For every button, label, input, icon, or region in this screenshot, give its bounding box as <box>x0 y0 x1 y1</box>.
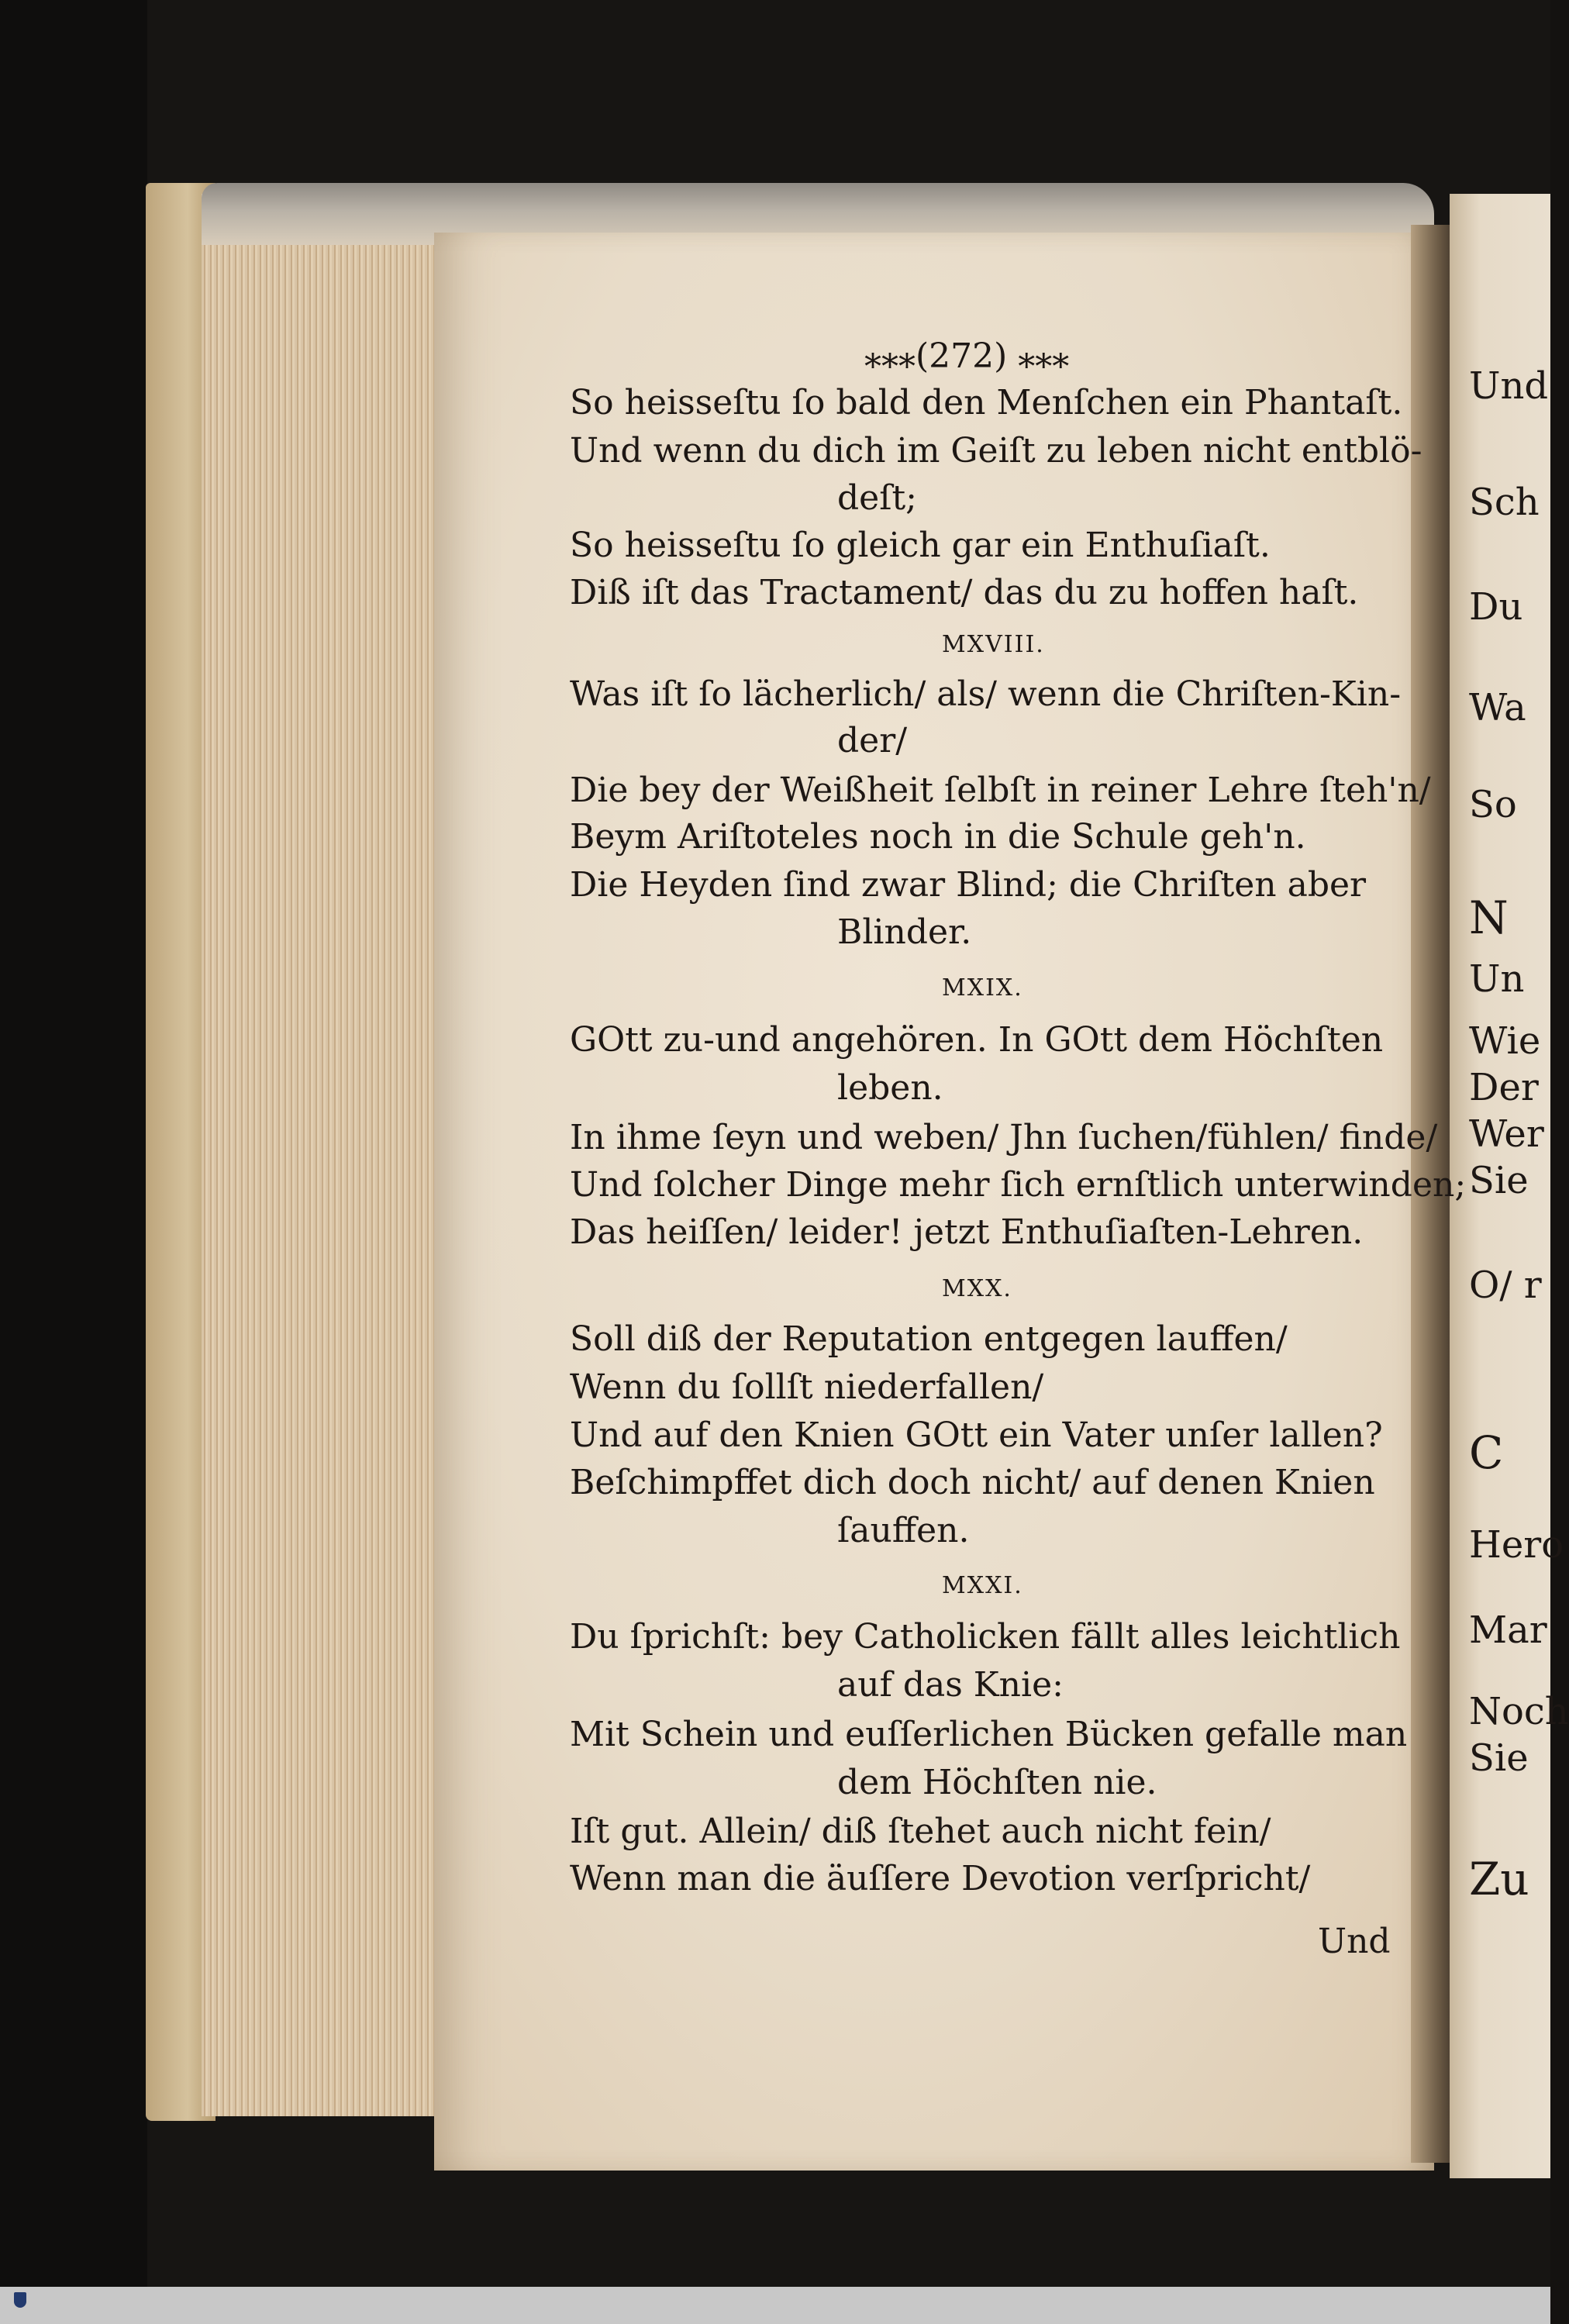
text-line: ſauffen. <box>837 1511 970 1550</box>
text-line: deſt; <box>837 478 917 518</box>
text-line: Was iſt ſo lächerlich/ als/ wenn die Chriſten-Kin- <box>570 674 1402 714</box>
page-block-edge <box>202 194 442 2116</box>
text-line: So heisseſtu ſo bald den Menſchen ein Phantaſt. <box>570 383 1403 422</box>
text-fragment: Un <box>1469 957 1525 1001</box>
text-line: der/ <box>837 721 908 760</box>
text-fragment: So <box>1469 783 1517 826</box>
text-line: Soll diß der Reputation entgegen lauffen/ <box>570 1319 1288 1359</box>
page-header: ⁎⁎⁎(272) ⁎⁎⁎ <box>864 336 1070 376</box>
text-fragment: Sch <box>1469 481 1540 524</box>
library-logo-icon <box>5 2291 36 2320</box>
text-fragment: Und <box>1469 364 1549 408</box>
text-fragment: Wie <box>1469 1019 1541 1063</box>
text-line: leben. <box>837 1068 943 1108</box>
section-number: MXXI. <box>942 1572 1023 1599</box>
text-fragment: Sie <box>1469 1736 1529 1780</box>
text-fragment: N <box>1469 891 1509 944</box>
text-line: Beym Ariſtoteles noch in die Schule geh'n. <box>570 817 1306 857</box>
text-fragment: Der <box>1469 1066 1539 1109</box>
section-number: MXX. <box>942 1275 1012 1302</box>
text-line: Beſchimpffet dich doch nicht/ auf denen Knien <box>570 1463 1375 1502</box>
text-fragment: Hero <box>1469 1523 1564 1567</box>
text-line: Und ſolcher Dinge mehr ſich ernſtlich unterwinden; <box>570 1165 1467 1205</box>
text-line: dem Höchſten nie. <box>837 1763 1157 1802</box>
text-line: Wenn man die äuſſere Devotion verſpricht/ <box>570 1859 1311 1898</box>
text-fragment: Noch <box>1469 1690 1569 1733</box>
text-fragment: O/ r <box>1469 1264 1542 1307</box>
background-left <box>0 0 147 2287</box>
text-fragment: Mar <box>1469 1609 1547 1652</box>
text-line: Du ſprichſt: bey Catholicken fällt alles leichtlich <box>570 1617 1401 1657</box>
text-line: Und auf den Knien GOtt ein Vater unſer lallen? <box>570 1415 1383 1455</box>
text-line: auf das Knie: <box>837 1665 1064 1705</box>
text-fragment: Sie <box>1469 1159 1529 1202</box>
viewer-footer-bar <box>0 2287 1550 2324</box>
text-line: Die bey der Weißheit ſelbſt in reiner Lehre ſteh'n/ <box>570 771 1431 810</box>
text-line: So heisseſtu ſo gleich gar ein Enthuſiaſt. <box>570 526 1271 565</box>
catchword: Und <box>1318 1922 1391 1961</box>
text-fragment: Wa <box>1469 686 1526 729</box>
text-line: Iſt gut. Allein/ diß ſtehet auch nicht fein/ <box>570 1812 1271 1851</box>
section-number: MXVIII. <box>942 631 1045 658</box>
text-fragment: Zu <box>1469 1853 1529 1905</box>
text-fragment: Du <box>1469 585 1523 629</box>
text-line: Blinder. <box>837 912 972 952</box>
text-line: Die Heyden ſind zwar Blind; die Chriſten aber <box>570 865 1367 905</box>
text-line: In ihme ſeyn und weben/ Jhn ſuchen/fühlen/ finde/ <box>570 1118 1438 1157</box>
text-line: Wenn du ſollſt niederfallen/ <box>570 1367 1044 1407</box>
text-line: Diß iſt das Tractament/ das du zu hoffen haſt. <box>570 573 1359 612</box>
section-number: MXIX. <box>942 974 1023 1002</box>
text-fragment: Wer <box>1469 1112 1544 1156</box>
text-line: Und wenn du dich im Geiſt zu leben nicht entblö- <box>570 431 1422 471</box>
text-line: Das heiſſen/ leider! jetzt Enthuſiaſten-Lehren. <box>570 1212 1364 1252</box>
text-line: Mit Schein und euſſerlichen Bücken gefalle man <box>570 1715 1408 1754</box>
text-fragment: C <box>1469 1426 1504 1479</box>
text-line: GOtt zu-und angehören. In GOtt dem Höchſten <box>570 1020 1384 1060</box>
